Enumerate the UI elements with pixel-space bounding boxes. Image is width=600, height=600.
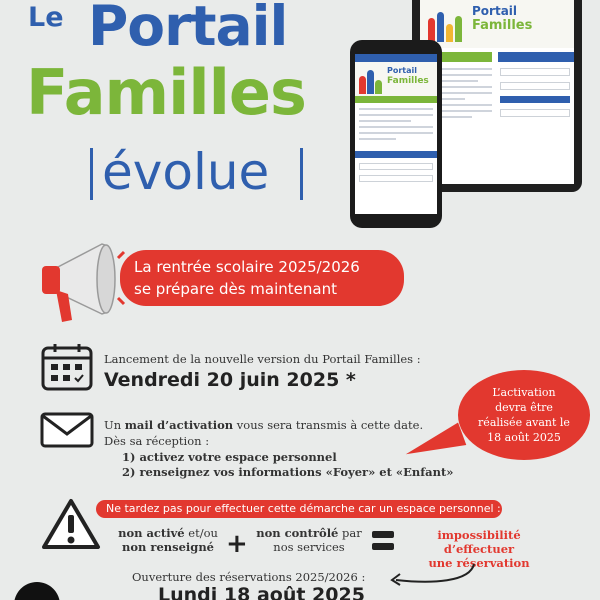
reservations-date: Lundi 18 août 2025 bbox=[158, 584, 365, 600]
evolue-left-bar bbox=[90, 148, 93, 200]
phone-green-header bbox=[355, 96, 437, 103]
round-badge bbox=[14, 582, 60, 600]
launch-label: Lancement de la nouvelle version du Portail Familles : bbox=[104, 352, 421, 366]
tablet-logo-familles: Familles bbox=[472, 18, 533, 33]
launch-date: Vendredi 20 juin 2025 * bbox=[104, 369, 356, 391]
phone-logo-familles: Familles bbox=[387, 76, 429, 86]
curved-arrow-icon bbox=[386, 560, 478, 588]
headline-le: Le bbox=[28, 2, 64, 33]
plus-icon: + bbox=[226, 529, 248, 559]
condition-1: non activé et/ou non renseigné bbox=[118, 526, 218, 554]
headline-portail: Portail bbox=[88, 0, 288, 58]
tablet-screen bbox=[420, 0, 574, 184]
phone-hero bbox=[355, 62, 437, 96]
mail-line2: Dès sa réception : bbox=[104, 434, 210, 448]
condition-2: non contrôlé par nos services bbox=[256, 526, 362, 554]
headline-familles: Familles bbox=[26, 56, 306, 129]
envelope-icon bbox=[40, 412, 94, 448]
banner-line2: se prépare dès maintenant bbox=[134, 280, 337, 298]
mail-step1: 1) activez votre espace personnel bbox=[122, 450, 337, 464]
result-text: impossibilité d’effectuer une réservation bbox=[428, 528, 530, 570]
bubble-line1: L’activation bbox=[492, 386, 556, 399]
equals-icon bbox=[372, 531, 394, 551]
tablet-logo-portail: Portail bbox=[472, 4, 518, 18]
phone-screen bbox=[355, 54, 437, 214]
tablet-blue-header bbox=[498, 52, 574, 62]
phone-field bbox=[359, 163, 433, 170]
bubble-line3: réalisée avant le bbox=[478, 416, 570, 429]
bubble-line2: devra être bbox=[495, 401, 553, 414]
phone-mockup bbox=[350, 40, 442, 228]
phone-blue-header bbox=[355, 151, 437, 158]
phone-text-lines bbox=[355, 103, 437, 149]
warning-bar: Ne tardez pas pour effectuer cette démarche car un espace personnel : bbox=[96, 500, 502, 518]
phone-field bbox=[359, 175, 433, 182]
mail-step2: 2) renseignez vos informations «Foyer» et «Enfant» bbox=[122, 465, 454, 479]
banner-line1: La rentrée scolaire 2025/2026 bbox=[134, 258, 360, 276]
tablet-hero bbox=[420, 0, 574, 48]
evolue-right-bar bbox=[300, 148, 303, 200]
tablet-login-form bbox=[500, 68, 570, 123]
mail-line1: Un mail d’activation vous sera transmis à cette date. bbox=[104, 418, 424, 432]
reservations-label: Ouverture des réservations 2025/2026 : bbox=[132, 570, 366, 584]
family-illustration bbox=[426, 8, 466, 42]
activation-deadline-bubble bbox=[458, 370, 590, 460]
warning-icon bbox=[40, 497, 102, 551]
megaphone-icon bbox=[34, 238, 126, 328]
rentree-banner bbox=[120, 250, 404, 306]
family-illustration bbox=[358, 66, 384, 94]
headline-evolue: évolue bbox=[102, 143, 270, 201]
phone-top-bar bbox=[355, 54, 437, 62]
bubble-line4: 18 août 2025 bbox=[487, 431, 561, 444]
phone-logo-portail: Portail bbox=[387, 66, 418, 75]
calendar-icon bbox=[40, 342, 94, 392]
